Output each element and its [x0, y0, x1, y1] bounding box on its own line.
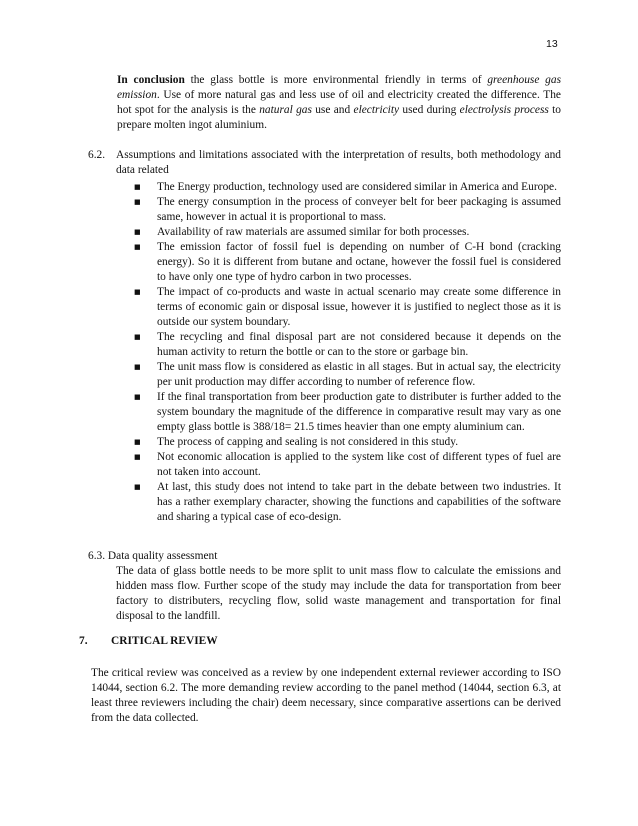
list-item-text: At last, this study does not intend to take part in the debate between two industries. It has a rather exemplary character, showing the functions and capabilities of the software and sharing a typical case of eco-design.: [157, 481, 561, 523]
list-item: [88, 225, 561, 240]
list-item: [88, 390, 561, 435]
conclusion-term-ghg: greenhouse gas emission: [117, 74, 561, 101]
list-item-text: The unit mass flow is considered as elastic in all stages. But in actual say, the electricity per unit production may differ according to number of reference flow.: [157, 361, 561, 388]
list-item: [88, 240, 561, 285]
list-item-text: The emission factor of fossil fuel is depending on number of C-H bond (cracking energy). So it is different from butane and octane, however the fossil fuel is considered to have only one type of hydro carbon in two processes.: [157, 241, 561, 283]
conclusion-text-4: used during: [399, 104, 460, 116]
conclusion-term-electricity: electricity: [353, 104, 400, 116]
conclusion-text-3: use and: [311, 104, 354, 116]
bullet-square-icon: ■: [134, 198, 141, 206]
conclusion-lead: In conclusion: [117, 74, 185, 86]
list-item: [88, 330, 561, 360]
section-6-3-title: 6.3. Data quality assessment: [88, 550, 218, 562]
list-item: [88, 360, 561, 390]
bullet-square-icon: ■: [134, 288, 141, 296]
section-7-number: 7.: [79, 635, 88, 647]
conclusion-paragraph: [117, 73, 561, 133]
section-6-3-body: The data of glass bottle needs to be more split to unit mass flow to calculate the emissions and hidden mass flow. Further scope of the study may include the data for transportation from beer factory to distributers, recycling flow, solid waste management and transportation for final disposal to the landfill.: [116, 565, 561, 622]
section-7-title: CRITICAL REVIEW: [111, 635, 218, 647]
conclusion-text-1: the glass bottle is more environmental friendly in terms of: [184, 74, 488, 86]
bullet-square-icon: ■: [134, 438, 141, 446]
list-item-text: The process of capping and sealing is not considered in this study.: [157, 436, 459, 448]
bullet-square-icon: ■: [134, 453, 141, 461]
list-item-text: The energy consumption in the process of conveyer belt for beer packaging is assumed same, however in actual it is proportional to mass.: [157, 196, 561, 223]
section-6-2-heading: [88, 148, 561, 178]
list-item-text: The Energy production, technology used are considered similar in America and Europe.: [157, 181, 557, 193]
conclusion-term-electrolysis: electrolysis process: [459, 104, 549, 116]
list-item: [88, 285, 561, 330]
page-number: 13: [546, 38, 558, 50]
section-6-3: [88, 549, 561, 624]
conclusion-text-5: to prepare molten ingot aluminium.: [117, 104, 561, 131]
list-item-text: The impact of co-products and waste in actual scenario may create some difference in terms of economic gain or disposal issue, however it is justified to neglect those as it is outside our system boundary.: [157, 286, 561, 328]
bullet-square-icon: ■: [134, 228, 141, 236]
bullet-square-icon: ■: [134, 393, 141, 401]
section-6-2-number: 6.2.: [88, 149, 106, 161]
bullet-square-icon: ■: [134, 183, 141, 191]
bullet-square-icon: ■: [134, 333, 141, 341]
bullet-square-icon: ■: [134, 483, 141, 491]
bullet-square-icon: ■: [134, 243, 141, 251]
conclusion-term-natural-gas: natural gas: [259, 104, 312, 116]
section-7-heading: [79, 634, 218, 649]
list-item-text: Availability of raw materials are assumed similar for both processes.: [157, 226, 470, 238]
list-item: [88, 450, 561, 480]
list-item-text: Not economic allocation is applied to the system like cost of different types of fuel are not taken into account.: [157, 451, 561, 478]
list-item-text: The recycling and final disposal part are not considered because it depends on the human activity to return the bottle or can to the store or garbage bin.: [157, 331, 561, 358]
list-item: [88, 195, 561, 225]
conclusion-text-2: . Use of more natural gas and less use of oil and electricity created the difference. The hot spot for the analysis is the: [117, 89, 561, 116]
bullet-square-icon: ■: [134, 363, 141, 371]
assumptions-list: [88, 180, 561, 525]
section-7-body: The critical review was conceived as a review by one independent external reviewer according to ISO 14044, section 6.2. The more demanding review according to the panel method (14044, section 6.3, at least three reviewers including the chair) deem necessary, since comparative assertions can be derived from the data collected.: [91, 667, 561, 724]
section-6-2-title: Assumptions and limitations associated with the interpretation of results, both methodology and data related: [116, 149, 561, 176]
list-item: [88, 480, 561, 525]
section-6-2: [88, 148, 561, 525]
list-item-text: If the final transportation from beer production gate to distributer is further added to the system boundary the magnitude of the difference in comparative result may vary as one empty glass bottle is 388/18= 21.5 times heavier than one empty aluminium can.: [157, 391, 561, 433]
list-item: [88, 180, 561, 195]
list-item: [88, 435, 561, 450]
